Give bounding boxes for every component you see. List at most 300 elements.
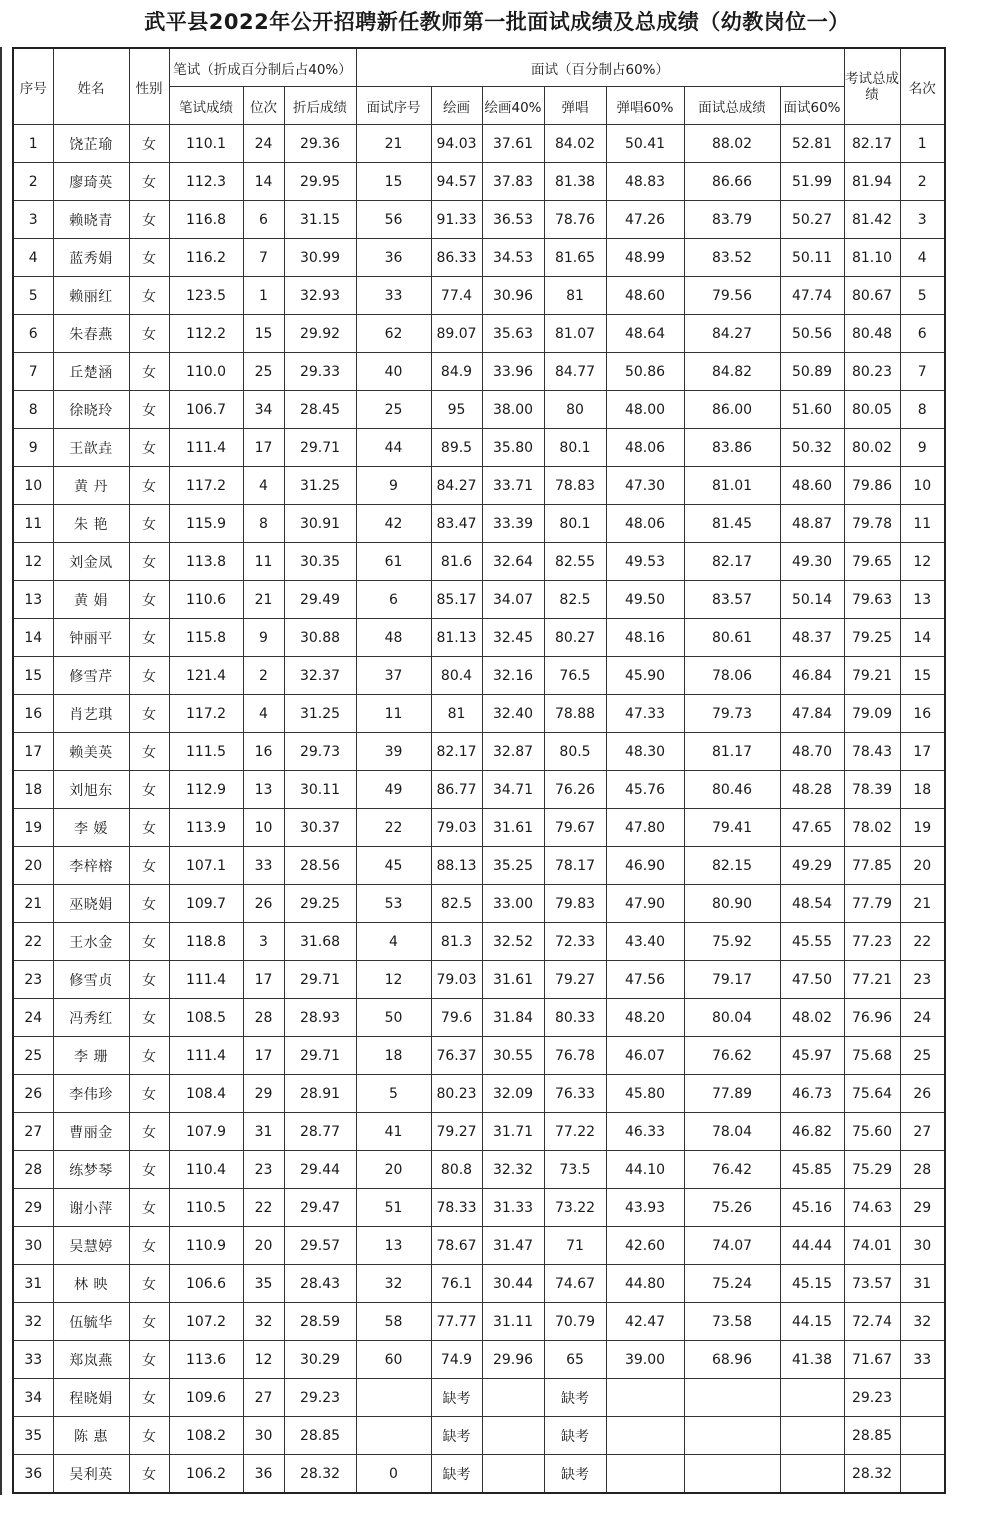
name-cell: 练梦琴 bbox=[53, 1151, 129, 1189]
interview-total-cell bbox=[684, 1417, 780, 1455]
written-converted-cell: 29.71 bbox=[284, 1037, 356, 1075]
singing-60-cell: 49.50 bbox=[606, 581, 684, 619]
written-score-cell: 115.8 bbox=[169, 619, 243, 657]
written-score-cell: 106.7 bbox=[169, 391, 243, 429]
singing-cell: 77.22 bbox=[544, 1113, 606, 1151]
singing-cell: 76.5 bbox=[544, 657, 606, 695]
rank-cell: 17 bbox=[900, 733, 945, 771]
interview-seq-cell: 45 bbox=[356, 847, 431, 885]
rank-cell: 32 bbox=[900, 1303, 945, 1341]
seq-cell: 9 bbox=[13, 429, 53, 467]
name-cell: 修雪芹 bbox=[53, 657, 129, 695]
total-cell: 74.01 bbox=[844, 1227, 900, 1265]
singing-60-cell: 48.64 bbox=[606, 315, 684, 353]
interview-60-cell: 49.29 bbox=[780, 847, 844, 885]
written-converted-cell: 29.49 bbox=[284, 581, 356, 619]
name-cell: 李 媛 bbox=[53, 809, 129, 847]
written-score-cell: 110.0 bbox=[169, 353, 243, 391]
drawing-cell: 缺考 bbox=[431, 1417, 482, 1455]
drawing-cell: 80.8 bbox=[431, 1151, 482, 1189]
interview-seq-cell: 40 bbox=[356, 353, 431, 391]
singing-60-cell: 47.33 bbox=[606, 695, 684, 733]
singing-60-cell: 48.60 bbox=[606, 277, 684, 315]
interview-seq-cell bbox=[356, 1417, 431, 1455]
drawing-cell: 81.6 bbox=[431, 543, 482, 581]
written-converted-cell: 30.88 bbox=[284, 619, 356, 657]
written-converted-cell: 29.33 bbox=[284, 353, 356, 391]
written-score-cell: 109.7 bbox=[169, 885, 243, 923]
gender-cell: 女 bbox=[129, 923, 169, 961]
written-converted-cell: 29.44 bbox=[284, 1151, 356, 1189]
drawing-cell: 79.27 bbox=[431, 1113, 482, 1151]
drawing-40-cell: 32.32 bbox=[482, 1151, 544, 1189]
header-written-score: 笔试成绩 bbox=[169, 87, 243, 125]
written-place-cell: 27 bbox=[243, 1379, 284, 1417]
interview-total-cell: 83.57 bbox=[684, 581, 780, 619]
written-converted-cell: 31.68 bbox=[284, 923, 356, 961]
interview-total-cell: 76.62 bbox=[684, 1037, 780, 1075]
interview-seq-cell: 12 bbox=[356, 961, 431, 999]
drawing-cell: 84.9 bbox=[431, 353, 482, 391]
interview-total-cell: 80.90 bbox=[684, 885, 780, 923]
rank-cell bbox=[900, 1379, 945, 1417]
written-place-cell: 21 bbox=[243, 581, 284, 619]
name-cell: 曹丽金 bbox=[53, 1113, 129, 1151]
singing-60-cell bbox=[606, 1455, 684, 1494]
interview-60-cell: 45.55 bbox=[780, 923, 844, 961]
rank-cell: 20 bbox=[900, 847, 945, 885]
gender-cell: 女 bbox=[129, 353, 169, 391]
written-score-cell: 111.4 bbox=[169, 961, 243, 999]
interview-seq-cell: 42 bbox=[356, 505, 431, 543]
drawing-cell: 77.4 bbox=[431, 277, 482, 315]
written-converted-cell: 29.95 bbox=[284, 163, 356, 201]
table-row bbox=[13, 467, 945, 505]
seq-cell: 27 bbox=[13, 1113, 53, 1151]
written-score-cell: 115.9 bbox=[169, 505, 243, 543]
gender-cell: 女 bbox=[129, 1303, 169, 1341]
gender-cell: 女 bbox=[129, 1265, 169, 1303]
interview-60-cell: 50.11 bbox=[780, 239, 844, 277]
interview-total-cell: 84.27 bbox=[684, 315, 780, 353]
written-score-cell: 113.6 bbox=[169, 1341, 243, 1379]
seq-cell: 20 bbox=[13, 847, 53, 885]
interview-total-cell: 74.07 bbox=[684, 1227, 780, 1265]
written-place-cell: 35 bbox=[243, 1265, 284, 1303]
rank-cell: 1 bbox=[900, 125, 945, 163]
total-cell: 76.96 bbox=[844, 999, 900, 1037]
written-place-cell: 20 bbox=[243, 1227, 284, 1265]
singing-cell: 80 bbox=[544, 391, 606, 429]
table-row bbox=[13, 771, 945, 809]
interview-seq-cell: 4 bbox=[356, 923, 431, 961]
interview-60-cell: 48.02 bbox=[780, 999, 844, 1037]
written-place-cell: 25 bbox=[243, 353, 284, 391]
seq-cell: 30 bbox=[13, 1227, 53, 1265]
drawing-cell: 76.1 bbox=[431, 1265, 482, 1303]
interview-60-cell: 47.74 bbox=[780, 277, 844, 315]
drawing-40-cell bbox=[482, 1379, 544, 1417]
interview-seq-cell: 13 bbox=[356, 1227, 431, 1265]
rank-cell: 21 bbox=[900, 885, 945, 923]
seq-cell: 22 bbox=[13, 923, 53, 961]
table-row bbox=[13, 429, 945, 467]
interview-60-cell: 45.85 bbox=[780, 1151, 844, 1189]
interview-seq-cell: 9 bbox=[356, 467, 431, 505]
name-cell: 王水金 bbox=[53, 923, 129, 961]
singing-cell: 80.33 bbox=[544, 999, 606, 1037]
written-score-cell: 116.8 bbox=[169, 201, 243, 239]
seq-cell: 36 bbox=[13, 1455, 53, 1494]
total-cell: 81.42 bbox=[844, 201, 900, 239]
interview-60-cell: 48.37 bbox=[780, 619, 844, 657]
total-cell: 78.39 bbox=[844, 771, 900, 809]
written-place-cell: 28 bbox=[243, 999, 284, 1037]
singing-cell: 76.26 bbox=[544, 771, 606, 809]
gender-cell: 女 bbox=[129, 201, 169, 239]
interview-60-cell: 52.81 bbox=[780, 125, 844, 163]
name-cell: 蓝秀娟 bbox=[53, 239, 129, 277]
written-score-cell: 118.8 bbox=[169, 923, 243, 961]
table-row bbox=[13, 619, 945, 657]
interview-total-cell: 79.56 bbox=[684, 277, 780, 315]
drawing-40-cell: 35.25 bbox=[482, 847, 544, 885]
drawing-cell: 79.6 bbox=[431, 999, 482, 1037]
interview-seq-cell: 62 bbox=[356, 315, 431, 353]
interview-seq-cell: 22 bbox=[356, 809, 431, 847]
written-place-cell: 4 bbox=[243, 695, 284, 733]
written-score-cell: 110.9 bbox=[169, 1227, 243, 1265]
drawing-40-cell: 30.96 bbox=[482, 277, 544, 315]
gender-cell: 女 bbox=[129, 1151, 169, 1189]
interview-total-cell: 75.26 bbox=[684, 1189, 780, 1227]
seq-cell: 5 bbox=[13, 277, 53, 315]
written-place-cell: 12 bbox=[243, 1341, 284, 1379]
written-place-cell: 8 bbox=[243, 505, 284, 543]
interview-seq-cell: 5 bbox=[356, 1075, 431, 1113]
singing-60-cell bbox=[606, 1417, 684, 1455]
written-place-cell: 23 bbox=[243, 1151, 284, 1189]
table-row bbox=[13, 201, 945, 239]
interview-60-cell bbox=[780, 1379, 844, 1417]
table-row bbox=[13, 885, 945, 923]
interview-total-cell: 83.86 bbox=[684, 429, 780, 467]
written-converted-cell: 31.25 bbox=[284, 467, 356, 505]
written-place-cell: 24 bbox=[243, 125, 284, 163]
rank-cell: 18 bbox=[900, 771, 945, 809]
rank-cell: 2 bbox=[900, 163, 945, 201]
name-cell: 赖丽红 bbox=[53, 277, 129, 315]
singing-cell: 82.5 bbox=[544, 581, 606, 619]
table-row bbox=[13, 353, 945, 391]
rank-cell: 6 bbox=[900, 315, 945, 353]
interview-60-cell: 48.28 bbox=[780, 771, 844, 809]
written-score-cell: 117.2 bbox=[169, 467, 243, 505]
drawing-40-cell: 35.80 bbox=[482, 429, 544, 467]
name-cell: 伍毓华 bbox=[53, 1303, 129, 1341]
drawing-40-cell: 31.61 bbox=[482, 809, 544, 847]
singing-60-cell: 46.90 bbox=[606, 847, 684, 885]
drawing-40-cell: 31.71 bbox=[482, 1113, 544, 1151]
rank-cell: 33 bbox=[900, 1341, 945, 1379]
interview-seq-cell: 49 bbox=[356, 771, 431, 809]
gender-cell: 女 bbox=[129, 809, 169, 847]
gender-cell: 女 bbox=[129, 885, 169, 923]
singing-cell: 78.17 bbox=[544, 847, 606, 885]
written-score-cell: 113.8 bbox=[169, 543, 243, 581]
table-row bbox=[13, 809, 945, 847]
name-cell: 程晓娟 bbox=[53, 1379, 129, 1417]
drawing-40-cell bbox=[482, 1455, 544, 1494]
written-converted-cell: 29.23 bbox=[284, 1379, 356, 1417]
table-row bbox=[13, 163, 945, 201]
total-cell: 79.63 bbox=[844, 581, 900, 619]
total-cell: 77.79 bbox=[844, 885, 900, 923]
singing-60-cell: 45.80 bbox=[606, 1075, 684, 1113]
drawing-cell: 89.5 bbox=[431, 429, 482, 467]
table-row bbox=[13, 1189, 945, 1227]
interview-60-cell: 48.54 bbox=[780, 885, 844, 923]
drawing-40-cell: 32.64 bbox=[482, 543, 544, 581]
rank-cell: 19 bbox=[900, 809, 945, 847]
table-row bbox=[13, 1379, 945, 1417]
gender-cell: 女 bbox=[129, 581, 169, 619]
interview-60-cell: 47.50 bbox=[780, 961, 844, 999]
interview-total-cell bbox=[684, 1379, 780, 1417]
header-gender: 性别 bbox=[129, 48, 169, 125]
singing-cell: 缺考 bbox=[544, 1455, 606, 1494]
written-converted-cell: 29.92 bbox=[284, 315, 356, 353]
written-place-cell: 31 bbox=[243, 1113, 284, 1151]
drawing-cell: 78.67 bbox=[431, 1227, 482, 1265]
singing-cell: 84.77 bbox=[544, 353, 606, 391]
table-row bbox=[13, 1303, 945, 1341]
name-cell: 巫晓娟 bbox=[53, 885, 129, 923]
drawing-cell: 81.13 bbox=[431, 619, 482, 657]
rank-cell: 12 bbox=[900, 543, 945, 581]
interview-60-cell: 50.56 bbox=[780, 315, 844, 353]
interview-seq-cell bbox=[356, 1379, 431, 1417]
written-place-cell: 30 bbox=[243, 1417, 284, 1455]
written-place-cell: 17 bbox=[243, 961, 284, 999]
total-cell: 75.64 bbox=[844, 1075, 900, 1113]
singing-60-cell: 47.26 bbox=[606, 201, 684, 239]
header-interview-group: 面试（百分制占60%） bbox=[356, 48, 844, 87]
drawing-cell: 86.33 bbox=[431, 239, 482, 277]
singing-cell: 71 bbox=[544, 1227, 606, 1265]
gender-cell: 女 bbox=[129, 733, 169, 771]
written-place-cell: 3 bbox=[243, 923, 284, 961]
written-converted-cell: 31.15 bbox=[284, 201, 356, 239]
rank-cell: 11 bbox=[900, 505, 945, 543]
drawing-40-cell: 31.33 bbox=[482, 1189, 544, 1227]
table-row bbox=[13, 277, 945, 315]
total-cell: 79.21 bbox=[844, 657, 900, 695]
table-row bbox=[13, 1037, 945, 1075]
name-cell: 朱 艳 bbox=[53, 505, 129, 543]
written-converted-cell: 28.43 bbox=[284, 1265, 356, 1303]
total-cell: 28.32 bbox=[844, 1455, 900, 1494]
total-cell: 80.48 bbox=[844, 315, 900, 353]
written-score-cell: 106.6 bbox=[169, 1265, 243, 1303]
interview-60-cell: 49.30 bbox=[780, 543, 844, 581]
written-converted-cell: 28.85 bbox=[284, 1417, 356, 1455]
interview-60-cell: 41.38 bbox=[780, 1341, 844, 1379]
seq-cell: 12 bbox=[13, 543, 53, 581]
drawing-40-cell: 31.61 bbox=[482, 961, 544, 999]
score-table bbox=[12, 47, 946, 1494]
written-place-cell: 6 bbox=[243, 201, 284, 239]
rank-cell: 30 bbox=[900, 1227, 945, 1265]
drawing-40-cell: 30.55 bbox=[482, 1037, 544, 1075]
written-place-cell: 7 bbox=[243, 239, 284, 277]
interview-60-cell: 47.84 bbox=[780, 695, 844, 733]
name-cell: 冯秀红 bbox=[53, 999, 129, 1037]
drawing-cell: 94.03 bbox=[431, 125, 482, 163]
total-cell: 29.23 bbox=[844, 1379, 900, 1417]
seq-cell: 6 bbox=[13, 315, 53, 353]
drawing-cell: 76.37 bbox=[431, 1037, 482, 1075]
singing-60-cell: 48.20 bbox=[606, 999, 684, 1037]
drawing-cell: 77.77 bbox=[431, 1303, 482, 1341]
written-score-cell: 108.2 bbox=[169, 1417, 243, 1455]
drawing-40-cell: 32.52 bbox=[482, 923, 544, 961]
interview-total-cell: 81.01 bbox=[684, 467, 780, 505]
total-cell: 79.65 bbox=[844, 543, 900, 581]
written-converted-cell: 28.56 bbox=[284, 847, 356, 885]
total-cell: 73.57 bbox=[844, 1265, 900, 1303]
total-cell: 80.02 bbox=[844, 429, 900, 467]
written-place-cell: 26 bbox=[243, 885, 284, 923]
rank-cell: 29 bbox=[900, 1189, 945, 1227]
interview-60-cell: 45.97 bbox=[780, 1037, 844, 1075]
drawing-cell: 80.23 bbox=[431, 1075, 482, 1113]
sheet-left-edge bbox=[0, 47, 12, 1495]
name-cell: 王歆垚 bbox=[53, 429, 129, 467]
rank-cell: 28 bbox=[900, 1151, 945, 1189]
interview-seq-cell: 33 bbox=[356, 277, 431, 315]
singing-60-cell: 45.76 bbox=[606, 771, 684, 809]
total-cell: 75.68 bbox=[844, 1037, 900, 1075]
drawing-cell: 83.47 bbox=[431, 505, 482, 543]
seq-cell: 15 bbox=[13, 657, 53, 695]
table-row bbox=[13, 1113, 945, 1151]
rank-cell bbox=[900, 1455, 945, 1494]
drawing-40-cell: 30.44 bbox=[482, 1265, 544, 1303]
written-place-cell: 14 bbox=[243, 163, 284, 201]
interview-seq-cell: 37 bbox=[356, 657, 431, 695]
singing-cell: 74.67 bbox=[544, 1265, 606, 1303]
rank-cell: 25 bbox=[900, 1037, 945, 1075]
singing-60-cell: 50.41 bbox=[606, 125, 684, 163]
gender-cell: 女 bbox=[129, 1037, 169, 1075]
interview-60-cell: 44.15 bbox=[780, 1303, 844, 1341]
seq-cell: 7 bbox=[13, 353, 53, 391]
written-place-cell: 13 bbox=[243, 771, 284, 809]
singing-60-cell: 47.80 bbox=[606, 809, 684, 847]
drawing-40-cell: 34.07 bbox=[482, 581, 544, 619]
interview-seq-cell: 25 bbox=[356, 391, 431, 429]
written-converted-cell: 28.91 bbox=[284, 1075, 356, 1113]
written-converted-cell: 28.45 bbox=[284, 391, 356, 429]
table-row bbox=[13, 1227, 945, 1265]
name-cell: 黄 丹 bbox=[53, 467, 129, 505]
interview-total-cell: 88.02 bbox=[684, 125, 780, 163]
singing-60-cell: 48.06 bbox=[606, 429, 684, 467]
interview-seq-cell: 61 bbox=[356, 543, 431, 581]
interview-seq-cell: 58 bbox=[356, 1303, 431, 1341]
drawing-cell: 78.33 bbox=[431, 1189, 482, 1227]
interview-total-cell: 68.96 bbox=[684, 1341, 780, 1379]
total-cell: 79.78 bbox=[844, 505, 900, 543]
name-cell: 李伟珍 bbox=[53, 1075, 129, 1113]
seq-cell: 17 bbox=[13, 733, 53, 771]
interview-seq-cell: 53 bbox=[356, 885, 431, 923]
written-place-cell: 15 bbox=[243, 315, 284, 353]
written-score-cell: 123.5 bbox=[169, 277, 243, 315]
drawing-40-cell: 32.09 bbox=[482, 1075, 544, 1113]
seq-cell: 24 bbox=[13, 999, 53, 1037]
drawing-40-cell: 37.61 bbox=[482, 125, 544, 163]
total-cell: 77.85 bbox=[844, 847, 900, 885]
written-converted-cell: 30.91 bbox=[284, 505, 356, 543]
singing-cell: 80.5 bbox=[544, 733, 606, 771]
name-cell: 肖艺琪 bbox=[53, 695, 129, 733]
written-place-cell: 11 bbox=[243, 543, 284, 581]
seq-cell: 8 bbox=[13, 391, 53, 429]
singing-60-cell: 50.86 bbox=[606, 353, 684, 391]
gender-cell: 女 bbox=[129, 391, 169, 429]
table-row bbox=[13, 315, 945, 353]
gender-cell: 女 bbox=[129, 125, 169, 163]
drawing-cell: 80.4 bbox=[431, 657, 482, 695]
seq-cell: 19 bbox=[13, 809, 53, 847]
gender-cell: 女 bbox=[129, 1113, 169, 1151]
interview-total-cell: 78.06 bbox=[684, 657, 780, 695]
written-converted-cell: 30.99 bbox=[284, 239, 356, 277]
interview-total-cell bbox=[684, 1455, 780, 1494]
written-converted-cell: 29.25 bbox=[284, 885, 356, 923]
name-cell: 吴慧婷 bbox=[53, 1227, 129, 1265]
singing-cell: 80.1 bbox=[544, 429, 606, 467]
singing-60-cell bbox=[606, 1379, 684, 1417]
drawing-40-cell: 29.96 bbox=[482, 1341, 544, 1379]
written-score-cell: 107.1 bbox=[169, 847, 243, 885]
gender-cell: 女 bbox=[129, 1455, 169, 1494]
name-cell: 刘金凤 bbox=[53, 543, 129, 581]
interview-total-cell: 75.24 bbox=[684, 1265, 780, 1303]
name-cell: 吴利英 bbox=[53, 1455, 129, 1494]
name-cell: 赖晓青 bbox=[53, 201, 129, 239]
written-converted-cell: 29.73 bbox=[284, 733, 356, 771]
gender-cell: 女 bbox=[129, 429, 169, 467]
interview-60-cell: 48.60 bbox=[780, 467, 844, 505]
singing-60-cell: 42.60 bbox=[606, 1227, 684, 1265]
written-place-cell: 22 bbox=[243, 1189, 284, 1227]
table-row bbox=[13, 1075, 945, 1113]
singing-cell: 81.65 bbox=[544, 239, 606, 277]
rank-cell: 22 bbox=[900, 923, 945, 961]
gender-cell: 女 bbox=[129, 239, 169, 277]
total-cell: 80.05 bbox=[844, 391, 900, 429]
interview-60-cell: 51.99 bbox=[780, 163, 844, 201]
gender-cell: 女 bbox=[129, 277, 169, 315]
written-place-cell: 29 bbox=[243, 1075, 284, 1113]
drawing-cell: 79.03 bbox=[431, 961, 482, 999]
drawing-40-cell: 31.11 bbox=[482, 1303, 544, 1341]
singing-60-cell: 44.80 bbox=[606, 1265, 684, 1303]
seq-cell: 29 bbox=[13, 1189, 53, 1227]
